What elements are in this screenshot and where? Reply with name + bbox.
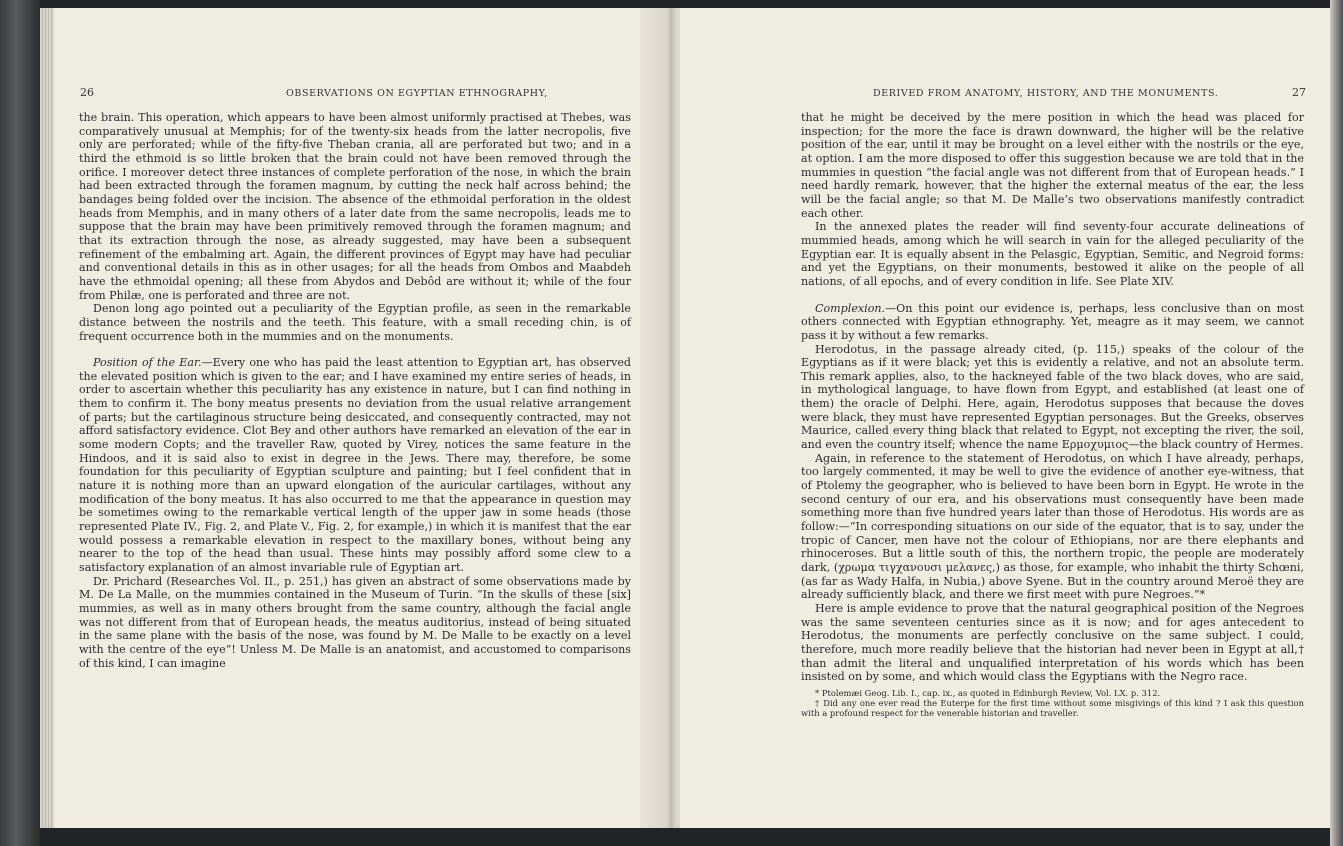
right-paragraph-2: In the annexed plates the reader will find seventy-four accurate delineations of mummied heads, among which he will search in vain for the alleged peculiarity of the Egyptian ear. It is equally absent in the Pelasgic, Egyptian, Semitic, and Negroid forms: and yet the Egyptians, on their monuments, bestowed it alike on the people of all nations, of all epochs, and of every condition in life. See Plate XIV. (801, 220, 1304, 288)
left-paragraph-2: Denon long ago pointed out a peculiarity of the Egyptian profile, as seen in the remarkable distance between the nostrils and the teeth. This feature, with a small receding chin, is of frequent occurrence both in the mummies and on the monuments. (79, 302, 631, 343)
left-paragraph-1: the brain. This operation, which appears to have been almost uniformly practised at Thebes, was comparatively unusual at Memphis; for of the twenty-six heads from the latter necropolis, five only are perforated; while of the fifty-five Theban crania, all are perforated but two; and in a third the ethmoid is so little broken that the brain could not have been removed through the orifice. I moreover detect three instances of complete perforation of the nose, in which the brain had been extracted through the foramen magnum, by cutting the neck half across behind; the bandages being folded over the incision. The absence of the ethmoidal perforation in the oldest heads from Memphis, and in many others of a later date from the same necropolis, leads me to suppose that the brain may have been primitively removed through the foramen magnum; and that its extraction through the nose, as already suggested, may have been a subsequent refinement of the embalming art. Again, the different provinces of Egypt may have had peculiar and conventional details in this as in other usages; for all the heads from Ombos and Maabdeh have the ethmoidal opening; all these from Abydos and Debôd are without it; while of the four from Philæ, one is perforated and three are not. (79, 111, 631, 302)
right-paragraph-3 (801, 302, 1304, 343)
complexion-section-text: On this point our evidence is, perhaps, less conclusive than on most others connected with Egyptian ethnography. Yet, meagre as it may seem, we cannot pass it by without a few remarks. (801, 301, 1304, 342)
right-paragraph-1: that he might be deceived by the mere position in which the head was placed for inspection; for the more the face is drawn downward, the higher will be the relative position of the ear, until it may be brought on a level either with the nostrils or the eye, at option. I am the more disposed to offer this suggestion because we are told that in the mummies in question “the facial angle was not different from that of European heads.” I need hardly remark, however, that the higher the external meatus of the ear, the less will be the facial angle; so that M. De Malle’s two observations manifestly contradict each other. (801, 111, 1304, 220)
complexion-section-heading: Complexion.— (815, 301, 897, 315)
right-book-edge (1330, 0, 1343, 846)
right-page (680, 8, 1330, 828)
ear-section-heading: Position of the Ear.— (93, 356, 213, 370)
right-paragraph-6: Here is ample evidence to prove that the natural geographical position of the Negroes was the same seventeen centuries since as it is now; and for ages antecedent to Herodotus, the monuments are perfectly conclusive on the same subject. I could, therefore, much more readily believe that the historian had never been in Egypt at all,† than admit the literal and unqualified interpretation of his words which has been insisted on by some, and which would class the Egyptians with the Negro race. (801, 601, 1304, 684)
page-edge-strips (40, 8, 54, 828)
left-running-head: OBSERVATIONS ON EGYPTIAN ETHNOGRAPHY, (286, 88, 548, 99)
footnote-2: † Did any one ever read the Euterpe for the first time without some misgivings of this kind ? I ask this question with a profound respect for the venerable historian and traveller. (801, 697, 1304, 718)
left-page-number: 26 (80, 86, 94, 99)
right-page-text (801, 111, 1304, 718)
left-paragraph-4: Dr. Prichard (Researches Vol. II., p. 251,) has given an abstract of some observations made by M. De La Malle, on the mummies contained in the Museum of Turin. “In the skulls of these [six] mummies, as well as in many others brought from the same country, although the facial angle was not different from that of European heads, the meatus auditorius, instead of being situated in the same plane with the basis of the nose, was found by M. De Malle to be exactly on a level with the centre of the eye”! Unless M. De Malle is an anatomist, and accustomed to comparisons of this kind, I can imagine (79, 574, 631, 670)
ear-section-text: Every one who has paid the least attention to Egyptian art, has observed the elevated position which is given to the ear; and I have examined my entire series of heads, in order to ascertain whether this peculiarity has any existence in nature, but I can find nothing in them to confirm it. The bony meatus presents no deviation from the usual relative arrangement of parts; but the cartilaginous structure being desiccated, and consequently contracted, may not afford satisfactory evidence. Clot Bey and other authors have remarked an elevation of the ear in some modern Copts; and the traveller Raw, quoted by Virey, notices the same feature in the Hindoos, and it is said also to exist in degree in the Jews. There may, therefore, be some foundation for this peculiarity of Egyptian sculpture and painting; but I feel confident that in nature it is nothing more than an upward elongation of the auricular cartilages, without any modification of the bony meatus. It has also occurred to me that the appearance in question may be sometimes owing to the remarkable vertical length of the upper jaw in some heads (those represented Plate IV., Fig. 2, and Plate V., Fig. 2, for example,) in which it is manifest that the ear would possess a remarkable elevation in respect to the maxillary bones, without being any nearer to the top of the head than usual. These hints may possibly afford some clew to a satisfactory explanation of an almost invariable rule of Egyptian art. (79, 356, 632, 574)
right-page-number: 27 (1292, 86, 1306, 99)
right-running-head: DERIVED FROM ANATOMY, HISTORY, AND THE MONUMENTS. (873, 88, 1219, 99)
book-binding-edge (0, 0, 40, 846)
left-paragraph-3 (79, 356, 631, 575)
left-page-text (79, 111, 631, 670)
left-page (40, 8, 678, 828)
right-paragraph-4: Herodotus, in the passage already cited, (p. 115,) speaks of the colour of the Egyptians as if it were black; yet this is evidently a relative, and not an absolute term. This remark applies, also, to the hackneyed fable of the two black doves, who are said, in mythological language, to have flown from Egypt, and established (at least one of them) the oracle of Delphi. Here, again, Herodotus supposes that because the doves were black, they must have represented Egyptian personages. But the Greeks, observes Maurice, called every thing black that related to Egypt, not excepting the river, the soil, and even the country itself; whence the name Ερμοχυμιος—the black country of Hermes. (801, 342, 1304, 452)
footnote-1: * Ptolemæi Geog. Lib. I., cap. ix., as quoted in Edinburgh Review, Vol. LX. p. 312. (815, 687, 1161, 698)
right-paragraph-5: Again, in reference to the statement of Herodotus, on which I have already, perhaps, too largely commented, it may be well to give the evidence of another eye-witness, that of Ptolemy the geographer, who is believed to have been born in Egypt. He wrote in the second century of our era, and his observations must consequently have been made something more than five hundred years later than those of Herodotus. His words are as follow:—“In corresponding situations on our side of the equator, that is to say, under the tropic of Cancer, men have not the colour of Ethiopians, nor are there elephants and rhinoceroses. But a little south of this, the northern tropic, the people are moderately dark, (χρωμα τιγχανουσι μελανες,) as those, for example, who inhabit the thirty Schœni, (as far as Wady Halfa, in Nubia,) above Syene. But in the country around Meroë they are already sufficiently black, and there we first meet with pure Negroes.”* (801, 451, 1304, 602)
